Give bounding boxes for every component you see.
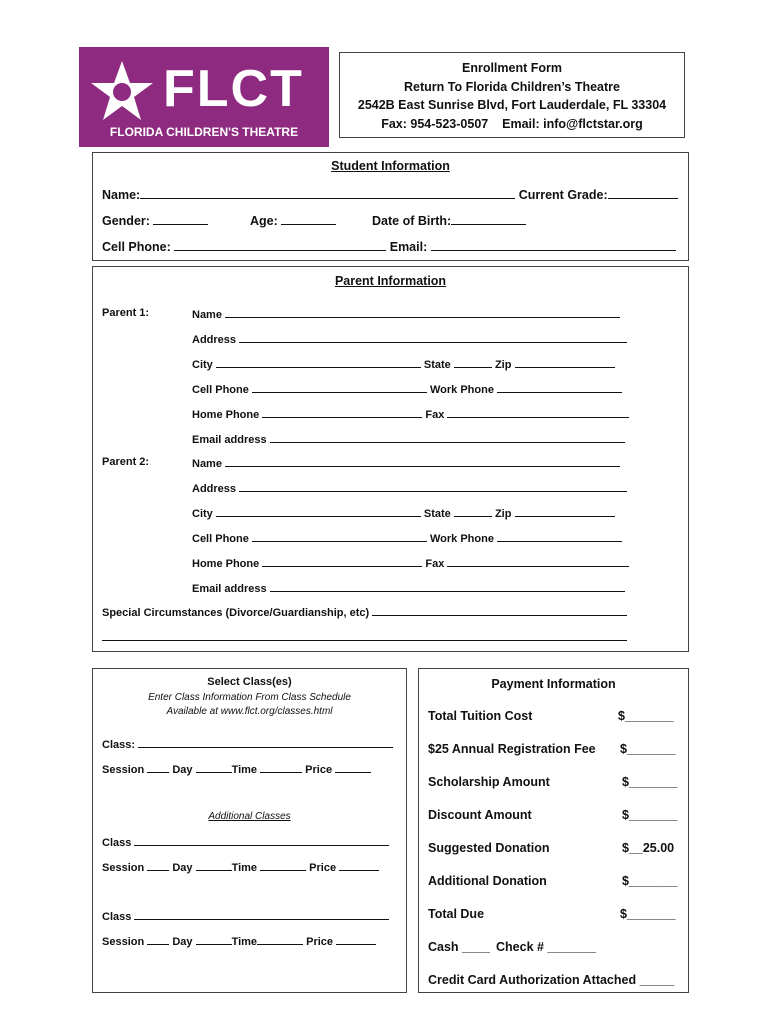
p1-cell-label: Cell Phone	[192, 384, 249, 396]
additional-classes-heading: Additional Classes	[208, 811, 291, 822]
age-field[interactable]	[281, 212, 336, 225]
payment-heading: Payment Information	[491, 677, 616, 691]
p1-fax-field[interactable]	[447, 407, 629, 418]
day2-label: Day	[172, 862, 193, 874]
time2-field[interactable]	[260, 860, 306, 871]
p2-phone-row	[192, 531, 622, 545]
p1-work-label: Work Phone	[429, 384, 494, 396]
class3-label: Class	[102, 911, 132, 923]
class2-field[interactable]	[134, 835, 389, 846]
p2-zip-label: Zip	[494, 508, 512, 520]
gender-label: Gender:	[102, 214, 150, 228]
payment-row-label: $25 Annual Registration Fee	[428, 742, 596, 756]
p2-email-field[interactable]	[270, 581, 625, 592]
p1-cell-field[interactable]	[252, 382, 427, 393]
student-heading: Student Information	[331, 159, 450, 173]
p1-home-row	[192, 407, 629, 421]
grade-field[interactable]	[608, 186, 678, 199]
p2-zip-field[interactable]	[515, 506, 615, 517]
gender-field[interactable]	[153, 212, 208, 225]
p1-name-label: Name	[192, 309, 222, 321]
payment-row-label: Suggested Donation	[428, 841, 550, 855]
p2-email-row	[192, 581, 625, 595]
p1-state-field[interactable]	[454, 357, 492, 368]
p2-name-label: Name	[192, 458, 222, 470]
p1-email-row	[192, 432, 625, 446]
return-line: Return To Florida Children’s Theatre	[404, 80, 620, 94]
p1-email-field[interactable]	[270, 432, 625, 443]
p2-home-row	[192, 556, 629, 570]
day1-field[interactable]	[196, 762, 232, 773]
p2-address-row	[192, 481, 627, 495]
student-dob-row	[372, 212, 526, 228]
dob-label: Date of Birth:	[372, 214, 452, 228]
payment-row-amount[interactable]: $_______	[622, 874, 678, 888]
grade-label: Current Grade:	[518, 188, 608, 202]
price1-field[interactable]	[335, 762, 371, 773]
payment-row-amount[interactable]: $_______	[620, 742, 676, 756]
email-label: Email:	[389, 240, 428, 254]
student-contact-row	[102, 238, 676, 254]
day3-field[interactable]	[196, 934, 232, 945]
payment-row-amount[interactable]: $_______	[622, 775, 678, 789]
class1-field[interactable]	[138, 737, 393, 748]
class2-row	[102, 835, 389, 849]
day3-label: Day	[172, 936, 193, 948]
p1-phone-row	[192, 382, 622, 396]
special-label: Special Circumstances (Divorce/Guardianship, etc)	[102, 607, 370, 619]
payment-row-label: Discount Amount	[428, 808, 532, 822]
p1-city-row	[192, 357, 615, 371]
time1-label: Time	[231, 764, 258, 776]
p1-address-row	[192, 332, 627, 346]
form-title: Enrollment Form	[461, 61, 562, 75]
p1-city-field[interactable]	[216, 357, 421, 368]
session3-field[interactable]	[147, 934, 169, 945]
p2-name-row	[192, 456, 620, 470]
p1-zip-field[interactable]	[515, 357, 615, 368]
total-due-amount[interactable]: $_______	[620, 907, 676, 921]
special-field[interactable]	[372, 605, 627, 616]
p2-name-field[interactable]	[225, 456, 620, 467]
payment-row-label: Total Tuition Cost	[428, 709, 533, 723]
classes-note2: Available at www.flct.org/classes.html	[166, 706, 333, 717]
p2-home-field[interactable]	[262, 556, 422, 567]
payment-row-amount[interactable]: $_______	[618, 709, 674, 723]
p1-home-field[interactable]	[262, 407, 422, 418]
logo-wordmark: FLCT	[163, 60, 304, 118]
time3-label: Time	[231, 936, 258, 948]
classes-note1: Enter Class Information From Class Schedule	[148, 692, 351, 703]
p2-email-label: Email address	[192, 583, 267, 595]
price1-label: Price	[305, 764, 333, 776]
suggested-donation-amount[interactable]: $__25.00	[622, 841, 675, 855]
age-label: Age:	[250, 214, 278, 228]
flct-logo	[79, 47, 329, 147]
parent1-label: Parent 1:	[102, 307, 150, 319]
p2-state-label: State	[423, 508, 451, 520]
day1-label: Day	[172, 764, 193, 776]
classes-heading: Select Class(es)	[207, 676, 292, 688]
p2-cell-field[interactable]	[252, 531, 427, 542]
price2-field[interactable]	[339, 860, 379, 871]
p2-address-label: Address	[192, 483, 237, 495]
payment-row-label: Scholarship Amount	[428, 775, 550, 789]
p1-fax-label: Fax	[425, 409, 445, 421]
p2-fax-field[interactable]	[447, 556, 629, 567]
p1-address-label: Address	[192, 334, 237, 346]
class3-field[interactable]	[134, 909, 389, 920]
session2-label: Session	[102, 862, 145, 874]
student-name-field[interactable]	[140, 186, 515, 199]
class1-label: Class:	[102, 739, 136, 751]
p1-city-label: City	[192, 359, 213, 371]
p1-state-label: State	[423, 359, 451, 371]
student-name-row	[102, 186, 678, 202]
payment-row-label: Additional Donation	[428, 874, 547, 888]
parent2-label: Parent 2:	[102, 456, 150, 468]
payment-row-label: Total Due	[428, 907, 485, 921]
session2-row	[102, 860, 379, 874]
class2-label: Class	[102, 837, 132, 849]
contact-line: Fax: 954-523-0507 Email: info@flctstar.org	[381, 117, 643, 131]
price3-field[interactable]	[336, 934, 376, 945]
p2-address-field[interactable]	[239, 481, 627, 492]
parent-heading: Parent Information	[334, 274, 447, 288]
p2-city-label: City	[192, 508, 213, 520]
session1-row	[102, 762, 371, 776]
p1-name-field[interactable]	[225, 307, 620, 318]
email-field[interactable]	[431, 238, 676, 251]
special-field-line2[interactable]	[102, 640, 627, 641]
session1-field[interactable]	[147, 762, 169, 773]
p1-home-label: Home Phone	[192, 409, 260, 421]
class3-row	[102, 909, 389, 923]
student-gender-row	[102, 212, 208, 228]
cell-phone-field[interactable]	[174, 238, 386, 251]
payment-row-amount[interactable]: $_______	[622, 808, 678, 822]
credit-card-field[interactable]: Credit Card Authorization Attached _____	[428, 973, 675, 987]
p2-cell-label: Cell Phone	[192, 533, 249, 545]
special-row	[102, 605, 627, 619]
time3-field[interactable]	[257, 934, 303, 945]
session3-row	[102, 934, 376, 948]
dob-field[interactable]	[451, 212, 526, 225]
session2-field[interactable]	[147, 860, 169, 871]
p2-fax-label: Fax	[425, 558, 445, 570]
address-line: 2542B East Sunrise Blvd, Fort Lauderdale, FL 33304	[357, 98, 667, 112]
time2-label: Time	[231, 862, 258, 874]
logo-subtitle: FLORIDA CHILDREN'S THEATRE	[109, 125, 299, 139]
p1-work-field[interactable]	[497, 382, 622, 393]
p1-email-label: Email address	[192, 434, 267, 446]
cash-field[interactable]: Cash ____	[428, 940, 490, 954]
p2-work-label: Work Phone	[429, 533, 494, 545]
session1-label: Session	[102, 764, 145, 776]
class1-row	[102, 737, 393, 751]
p1-address-field[interactable]	[239, 332, 627, 343]
price2-label: Price	[309, 862, 337, 874]
p1-name-row	[192, 307, 620, 321]
p1-zip-label: Zip	[494, 359, 512, 371]
time1-field[interactable]	[260, 762, 302, 773]
student-age-row	[250, 212, 336, 228]
p2-home-label: Home Phone	[192, 558, 260, 570]
star-mask-icon	[87, 57, 157, 127]
cell-phone-label: Cell Phone:	[102, 240, 171, 254]
price3-label: Price	[306, 936, 334, 948]
p2-work-field[interactable]	[497, 531, 622, 542]
p2-state-field[interactable]	[454, 506, 492, 517]
session3-label: Session	[102, 936, 145, 948]
p2-city-field[interactable]	[216, 506, 421, 517]
p2-city-row	[192, 506, 615, 520]
day2-field[interactable]	[196, 860, 232, 871]
name-label: Name:	[102, 188, 141, 202]
check-field[interactable]: Check # _______	[496, 940, 597, 954]
